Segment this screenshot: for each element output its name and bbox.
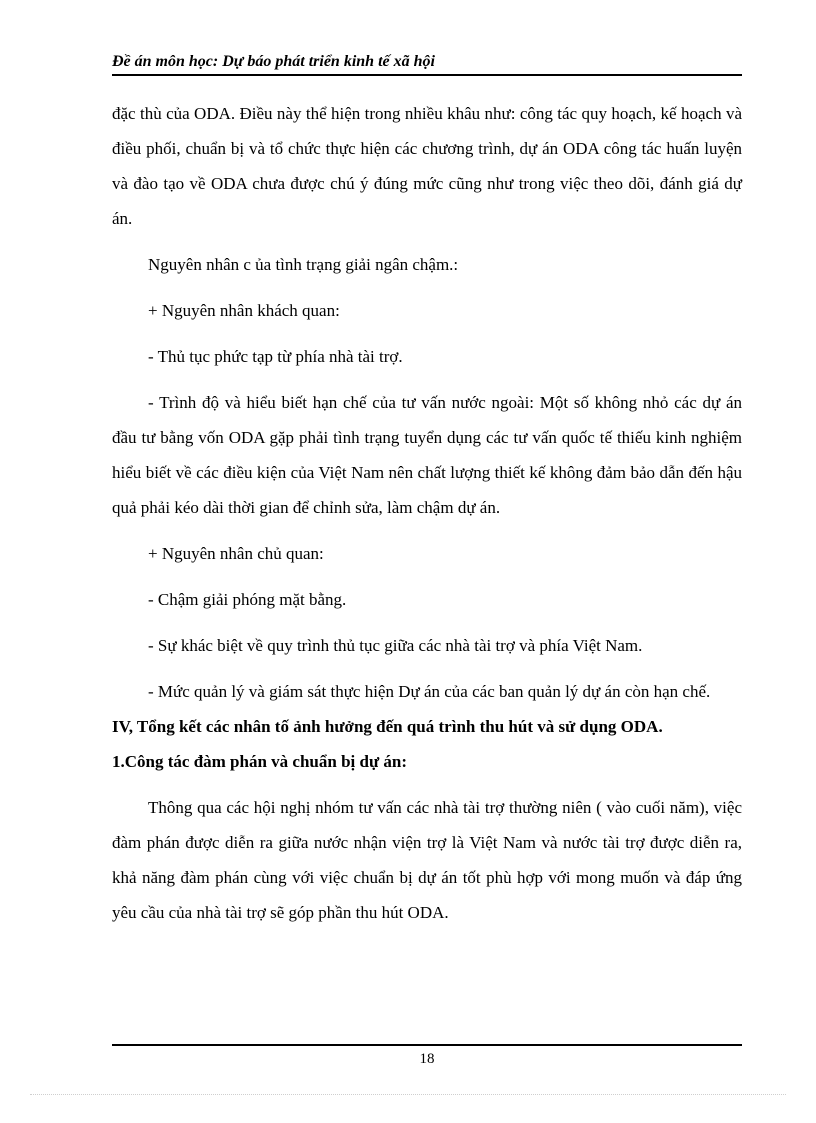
paragraph-site-clearance: - Chậm giải phóng mặt bằng. xyxy=(148,590,347,609)
paragraph-objective-causes: + Nguyên nhân khách quan: xyxy=(148,301,340,320)
paragraph-subjective-causes: + Nguyên nhân chủ quan: xyxy=(148,544,324,563)
paragraph-consultants: - Trình độ và hiểu biết hạn chế của tư vấn nước ngoài: Một số không nhỏ các dự án đầu tư bằng vốn ODA gặp phải tình trạng tuyển dụng các tư vấn quốc tế thiếu kinh nghiệm hiểu biết về các điều kiện của Việt Nam nên chất lượng thiết kế không đảm bảo dẫn đến hậu quả phải kéo dài thời gian để chỉnh sửa, làm chậm dự án. xyxy=(112,393,742,517)
header-divider xyxy=(112,74,742,76)
paragraph-procedure: - Thủ tục phức tạp từ phía nhà tài trợ. xyxy=(148,347,403,366)
footer-divider xyxy=(112,1044,742,1046)
paragraph-negotiation: Thông qua các hội nghị nhóm tư vấn các nhà tài trợ thường niên ( vào cuối năm), việc đàm phán được diễn ra giữa nước nhận viện trợ là Việt Nam và nước tài trợ được diễn ra, khả năng đàm phán cùng với việc chuẩn bị dự án tốt phù hợp với mong muốn và đáp ứng yêu cầu của nhà tài trợ sẽ góp phần thu hút ODA. xyxy=(112,798,742,922)
paragraph-causes-intro: Nguyên nhân c ủa tình trạng giải ngân chậm.: xyxy=(148,255,459,274)
page-number: 18 xyxy=(419,1051,435,1067)
paragraph-procedure-differences: - Sự khác biệt về quy trình thủ tục giữa các nhà tài trợ và phía Việt Nam. xyxy=(148,636,643,655)
page-body xyxy=(112,96,742,930)
subsection-heading: 1.Công tác đàm phán và chuẩn bị dự án: xyxy=(112,752,408,771)
header-title: Đề án môn học: Dự báo phát triển kinh tế xã hội xyxy=(112,53,435,70)
section-heading: IV, Tổng kết các nhân tố ảnh hưởng đến quá trình thu hút và sử dụng ODA. xyxy=(112,717,663,736)
page-edge-dotted-line xyxy=(30,1094,786,1095)
paragraph-management: - Mức quản lý và giám sát thực hiện Dự án của các ban quản lý dự án còn hạn chế. xyxy=(148,682,711,701)
paragraph-continuation: đặc thù của ODA. Điều này thể hiện trong nhiều khâu như: công tác quy hoạch, kế hoạch và điều phối, chuẩn bị và tổ chức thực hiện các chương trình, dự án ODA công tác huấn luyện và đào tạo về ODA chưa được chú ý đúng mức cũng như trong việc theo dõi, đánh giá dự án. xyxy=(112,104,742,228)
